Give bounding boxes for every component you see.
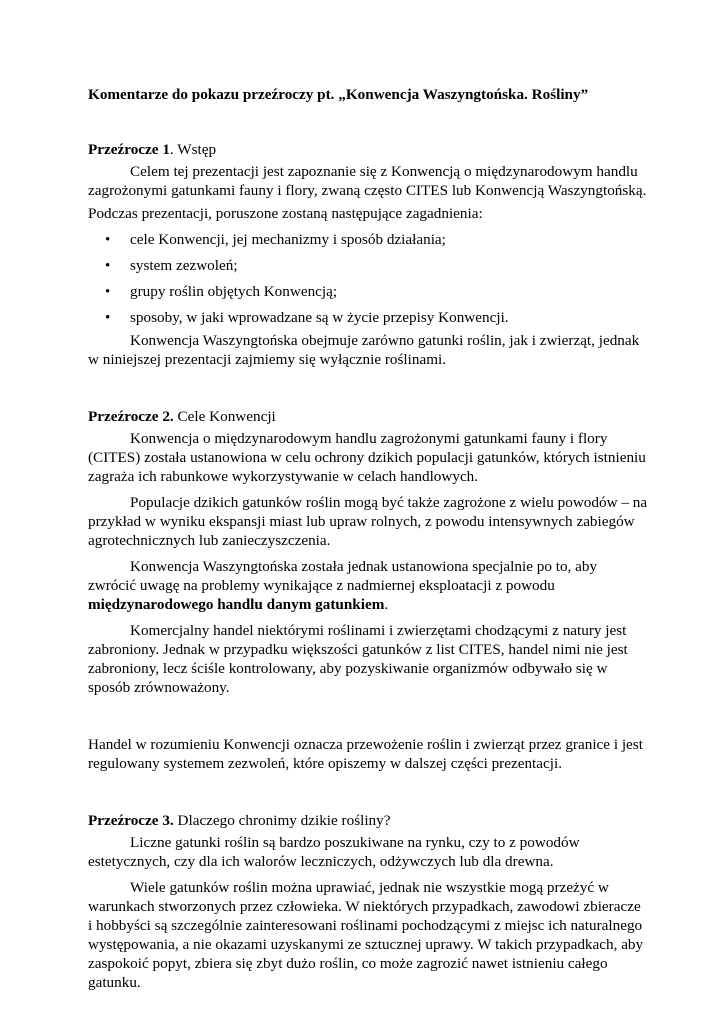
section-2-title: Cele Konwencji: [173, 408, 276, 425]
topics-list: [88, 230, 648, 327]
section-2-paragraph-3: [88, 557, 648, 614]
bullet-icon: •: [105, 231, 111, 248]
section-3-paragraph-2: Wiele gatunków roślin można uprawiać, jednak nie wszystkie mogą przeżyć w warunkach stworzonych przez człowieka. W niektórych przypadkach, zawodowi zbieracze i hobbyści są szczególnie zainteresowani roślinami pochodzącymi z miejsc ich naturalnego występowania, a nie okazami uzyskanymi ze sztucznej uprawy. W takich przypadkach, aby zaspokoić popyt, zbiera się zbyt dużo roślin, co może zagrozić nawet istnieniu całego gatunku.: [88, 879, 644, 991]
section-1-paragraph-2: Podczas prezentacji, poruszone zostaną następujące zagadnienia:: [88, 205, 483, 222]
section-1-title: Wstęp: [177, 141, 217, 158]
section-3-title: Dlaczego chronimy dzikie rośliny?: [173, 812, 391, 829]
section-2-paragraph-5: Handel w rozumieniu Konwencji oznacza przewożenie roślin i zwierząt przez granice i jest regulowany systemem zezwoleń, które opiszemy w dalszej części prezentacji.: [88, 736, 643, 772]
section-1-heading: [88, 140, 648, 159]
section-2-paragraph-1: Konwencja o międzynarodowym handlu zagrożonymi gatunkami fauny i flory (CITES) została ustanowiona w celu ochrony dzikich populacji gatunków, których istnieniu zagraża ich rabunkowe wykorzystywanie w celach handlowych.: [88, 430, 646, 485]
list-item: [88, 282, 648, 301]
bullet-icon: •: [105, 257, 111, 274]
section-1-paragraph-3: Konwencja Waszyngtońska obejmuje zarówno gatunki roślin, jak i zwierząt, jednak w niniejszej prezentacji zajmiemy się wyłącznie roślinami.: [88, 332, 640, 368]
list-item-text: sposoby, w jaki wprowadzane są w życie przepisy Konwencji.: [130, 309, 509, 326]
section-1-separator: .: [169, 141, 178, 158]
section-1-label: Przeźrocze 1: [88, 141, 170, 158]
section-2-label: Przeźrocze 2.: [88, 408, 174, 425]
section-2-paragraph-2: Populacje dzikich gatunków roślin mogą być także zagrożone z wielu powodów – na przykład w wyniku ekspansji miast lub upraw rolnych, z powodu intensywnych zabiegów agrotechnicznych lub zanieczyszczenia.: [88, 494, 648, 549]
section-2-paragraph-3-text: Konwencja Waszyngtońska została jednak ustanowiona specjalnie po to, aby zwrócić uwagę na problemy wynikające z nadmiernej eksploatacji z powodu: [88, 558, 598, 594]
list-item: [88, 256, 648, 275]
section-1-paragraph-1: Celem tej prezentacji jest zapoznanie się z Konwencją o międzynarodowym handlu zagrożonymi gatunkami fauny i flory, zwaną często CITES lub Konwencją Waszyngtońską.: [88, 163, 647, 199]
section-2-paragraph-4: Komercjalny handel niektórymi roślinami i zwierzętami chodzącymi z natury jest zabroniony. Jednak w przypadku większości gatunków z list CITES, handel nimi nie jest zabroniony, lecz ściśle kontrolowany, aby pozyskiwanie organizmów odbywało się w sposób zrównoważony.: [88, 622, 628, 696]
bullet-icon: •: [105, 283, 111, 300]
emphasis-text: międzynarodowego handlu danym gatunkiem: [88, 596, 385, 613]
section-3-paragraph-1: Liczne gatunki roślin są bardzo poszukiwane na rynku, czy to z powodów estetycznych, czy dla ich walorów leczniczych, odżywczych lub dla drewna.: [88, 834, 580, 870]
section-2-heading: [88, 407, 648, 426]
list-item-text: grupy roślin objętych Konwencją;: [130, 283, 338, 300]
bullet-icon: •: [105, 309, 111, 326]
list-item: [88, 230, 648, 249]
document-body: [88, 85, 648, 992]
list-item-text: system zezwoleń;: [130, 257, 238, 274]
section-3-label: Przeźrocze 3.: [88, 812, 174, 829]
section-3-heading: [88, 811, 648, 830]
section-2-paragraph-3-end: .: [384, 596, 389, 613]
list-item: [88, 308, 648, 327]
document-title: Komentarze do pokazu przeźroczy pt. „Konwencja Waszyngtońska. Rośliny”: [88, 86, 589, 103]
list-item-text: cele Konwencji, jej mechanizmy i sposób działania;: [130, 231, 446, 248]
